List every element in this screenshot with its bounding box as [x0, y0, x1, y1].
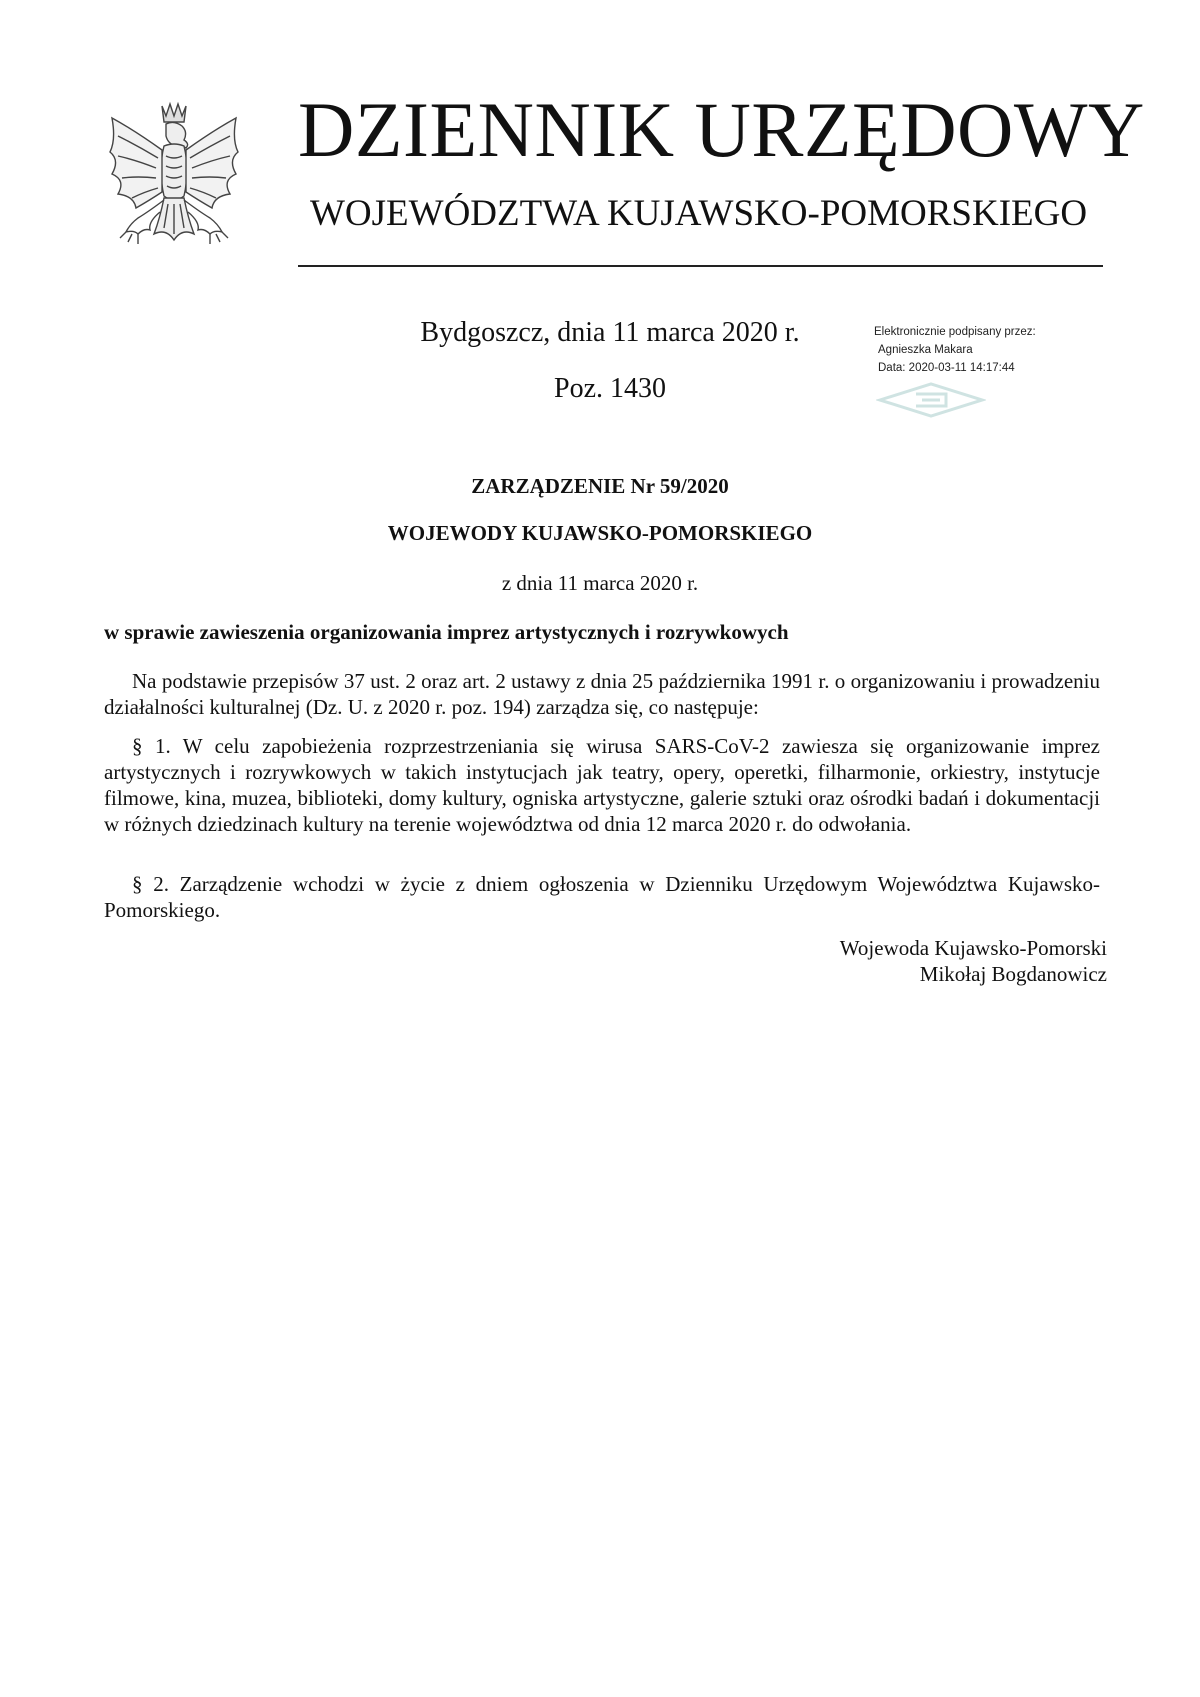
esignature-signer: Agnieszka Makara — [878, 344, 973, 356]
masthead-subtitle: WOJEWÓDZTWA KUJAWSKO-POMORSKIEGO — [310, 193, 1088, 234]
polish-eagle-emblem-icon — [104, 100, 244, 260]
place-date: Bydgoszcz, dnia 11 marca 2020 r. — [420, 317, 800, 348]
signature-logo-icon — [876, 382, 986, 418]
electronic-signature-stamp — [874, 326, 1114, 426]
masthead-divider — [298, 265, 1103, 267]
act-title: ZARZĄDZENIE Nr 59/2020 — [471, 474, 729, 498]
section-1-paragraph: § 1. W celu zapobieżenia rozprzestrzeniania się wirusa SARS-CoV-2 zawiesza się organizowanie imprez artystycznych i rozrywkowych w takich instytucjach jak teatry, opery, operetki, filharmonie, orkiestry, instytucje filmowe, kina, muzea, biblioteki, domy kultury, ogniska artystyczne, galerie sztuki oraz ośrodki badań i dokumentacji w różnych dziedzinach kultury na terenie województwa od dnia 12 marca 2020 r. do odwołania. — [104, 734, 1100, 836]
act-issuer: WOJEWODY KUJAWSKO-POMORSKIEGO — [387, 521, 813, 545]
section-2-paragraph: § 2. Zarządzenie wchodzi w życie z dniem ogłoszenia w Dzienniku Urzędowym Województwa Kujawsko-Pomorskiego. — [104, 872, 1100, 922]
esignature-date: Data: 2020-03-11 14:17:44 — [878, 362, 1015, 374]
signature-name: Mikołaj Bogdanowicz — [919, 962, 1107, 986]
masthead-title: DZIENNIK URZĘDOWY — [298, 86, 1145, 173]
act-date: z dnia 11 marca 2020 r. — [501, 571, 699, 595]
esignature-label: Elektronicznie podpisany przez: — [874, 326, 1036, 338]
position-number: Poz. 1430 — [554, 373, 666, 404]
signature-role: Wojewoda Kujawsko-Pomorski — [839, 936, 1107, 960]
act-subject: w sprawie zawieszenia organizowania imprez artystycznych i rozrywkowych — [104, 620, 789, 644]
preamble-paragraph: Na podstawie przepisów 37 ust. 2 oraz art. 2 ustawy z dnia 25 października 1991 r. o organizowaniu i prowadzeniu działalności kulturalnej (Dz. U. z 2020 r. poz. 194) zarządza się, co następuje: — [104, 669, 1100, 719]
